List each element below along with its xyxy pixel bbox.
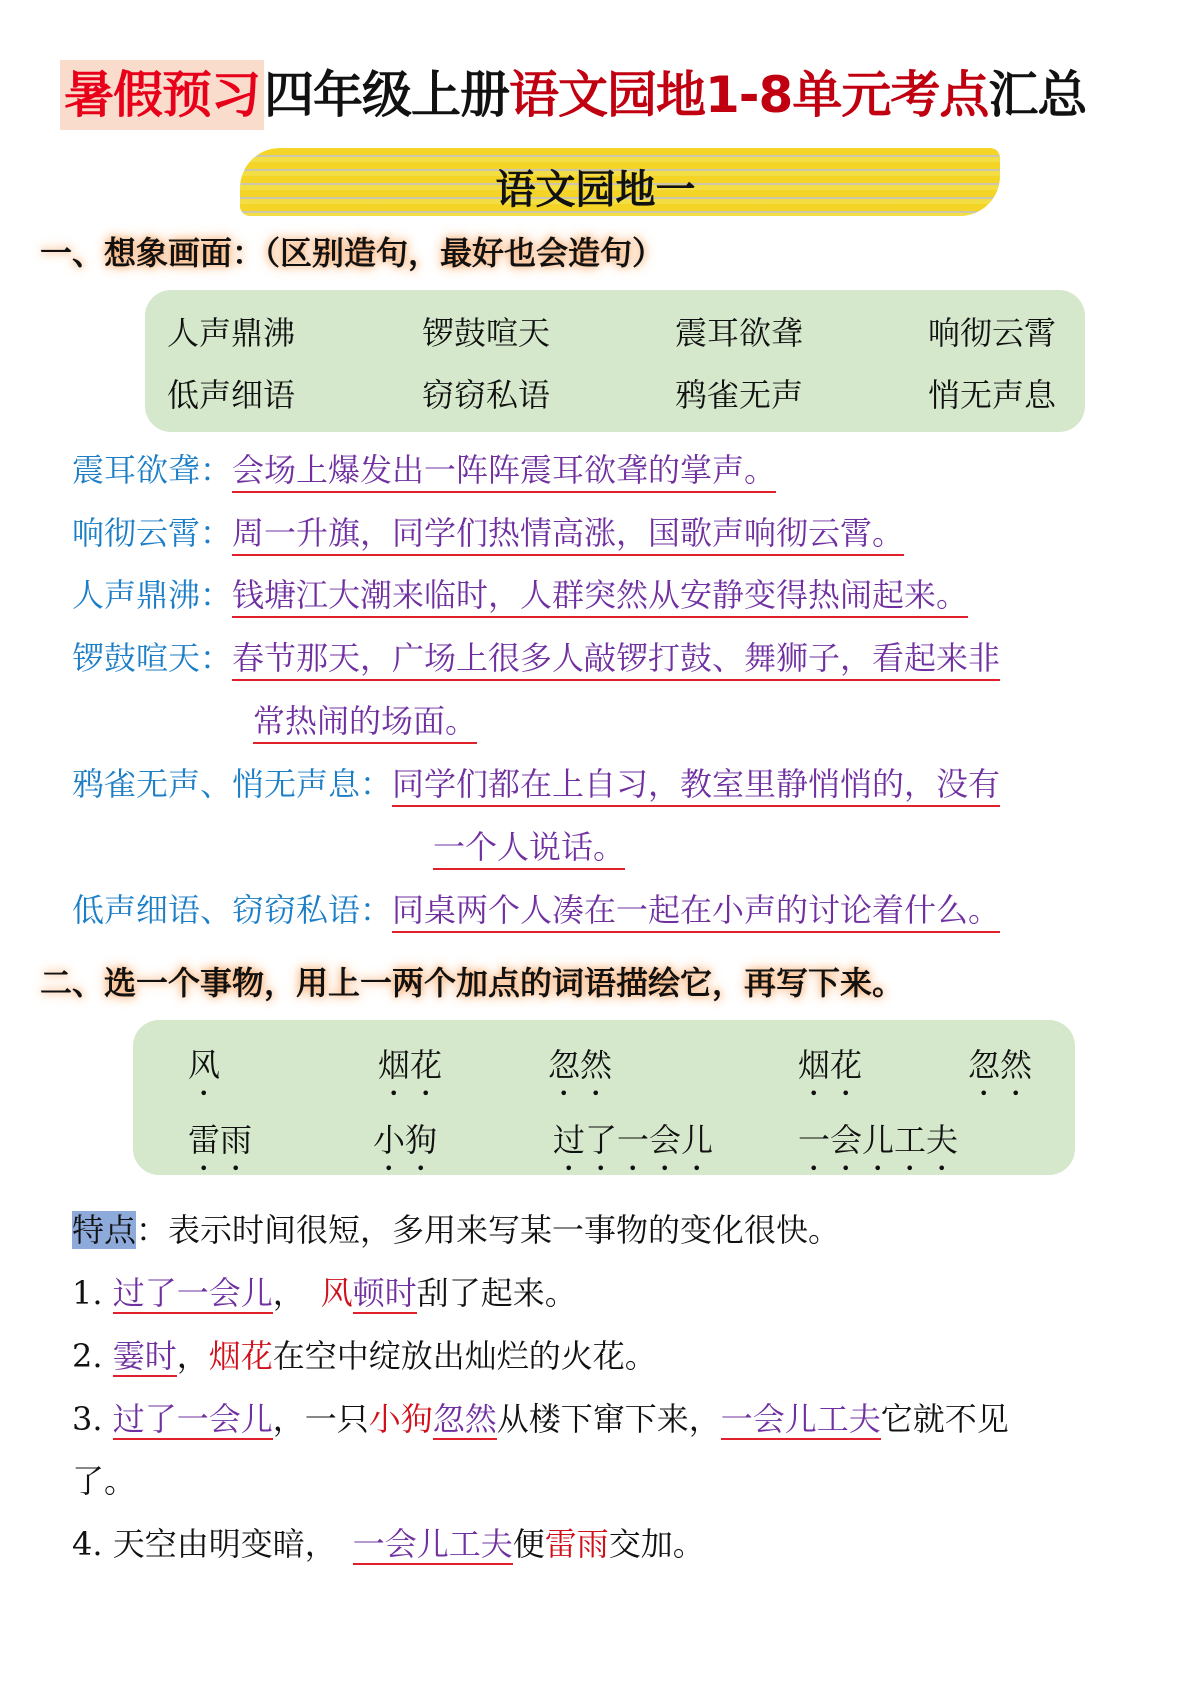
word: 悄无声息 bbox=[928, 376, 1057, 414]
word-box-2 bbox=[133, 1020, 1075, 1175]
dotted-word: 风 bbox=[188, 1046, 221, 1084]
example-sentence: 钱塘江大潮来临时，人群突然从安静变得热闹起来。 bbox=[232, 576, 968, 618]
word: 低声细语 bbox=[167, 376, 296, 414]
example-item bbox=[72, 1519, 705, 1565]
dotted-word: 雷雨 bbox=[188, 1121, 253, 1159]
example-continuation bbox=[253, 696, 477, 742]
example-label: 人声鼎沸： bbox=[72, 576, 233, 614]
example-continuation bbox=[433, 822, 625, 868]
example-sentence: 常热闹的场面。 bbox=[253, 702, 477, 744]
example-item-segment: ， bbox=[272, 1274, 321, 1312]
word-box-1 bbox=[145, 290, 1085, 432]
example-item-segment: 过了一会儿 bbox=[112, 1400, 273, 1438]
word: 震耳欲聋 bbox=[675, 314, 804, 352]
example-item-segment: 烟花 bbox=[208, 1337, 273, 1375]
dotted-word: 烟花 bbox=[798, 1046, 863, 1084]
section2-heading: 二、选一个事物，用上一两个加点的词语描绘它，再写下来。 bbox=[40, 964, 905, 1002]
example-line bbox=[72, 759, 1000, 805]
example-label: 震耳欲聋： bbox=[72, 451, 233, 489]
word: 锣鼓喧天 bbox=[422, 314, 551, 352]
example-item-segment: 在空中绽放出灿烂的火花。 bbox=[272, 1337, 657, 1375]
example-item-segment: 2. bbox=[72, 1337, 113, 1375]
example-label: 响彻云霄： bbox=[72, 514, 233, 552]
example-label: 锣鼓喧天： bbox=[72, 639, 233, 677]
example-item-segment: 风 bbox=[320, 1274, 353, 1312]
example-item-segment: 3. bbox=[72, 1400, 113, 1438]
example-line bbox=[72, 508, 904, 554]
example-item-segment: 小狗 bbox=[368, 1400, 433, 1438]
example-line bbox=[72, 445, 776, 491]
example-line bbox=[72, 885, 1000, 931]
example-item-segment: ，一只 bbox=[272, 1400, 369, 1438]
example-sentence: 会场上爆发出一阵阵震耳欲聋的掌声。 bbox=[232, 451, 776, 493]
example-item-segment: 从楼下窜下来， bbox=[496, 1400, 721, 1438]
example-sentence: 春节那天，广场上很多人敲锣打鼓、舞狮子，看起来非 bbox=[232, 639, 1000, 681]
example-item-segment: 了。 bbox=[72, 1462, 137, 1500]
feature-text: ：表示时间很短，多用来写某一事物的变化很快。 bbox=[136, 1211, 841, 1249]
dotted-word: 忽然 bbox=[548, 1046, 613, 1084]
dotted-word: 烟花 bbox=[378, 1046, 443, 1084]
dotted-word: 过了一会儿 bbox=[553, 1121, 714, 1159]
example-item-segment: 刮了起来。 bbox=[416, 1274, 577, 1312]
example-item bbox=[72, 1456, 136, 1502]
example-item-segment: 忽然 bbox=[432, 1400, 497, 1438]
title-highlight: 暑假预习 bbox=[60, 60, 264, 130]
example-item-segment: 交加。 bbox=[608, 1525, 705, 1563]
example-item-segment: 雷雨 bbox=[544, 1525, 609, 1563]
title-part1: 四年级上册 bbox=[264, 66, 509, 124]
word: 响彻云霄 bbox=[928, 314, 1057, 352]
example-item bbox=[72, 1268, 577, 1314]
dotted-word: 一会儿工夫 bbox=[798, 1121, 959, 1159]
unit-title: 语文园地一 bbox=[495, 167, 696, 213]
example-item-segment: 顿时 bbox=[352, 1274, 417, 1312]
dotted-word: 忽然 bbox=[968, 1046, 1033, 1084]
example-item-segment: 4. 天空由明变暗， bbox=[72, 1525, 353, 1563]
example-item-segment: 霎时 bbox=[112, 1337, 177, 1375]
title-red: 语文园地1-8单元考点 bbox=[509, 66, 989, 124]
feature-tag: 特点 bbox=[72, 1211, 137, 1249]
example-label: 鸦雀无声、悄无声息： bbox=[72, 765, 393, 803]
example-line bbox=[72, 633, 1000, 679]
example-sentence: 周一升旗，同学们热情高涨，国歌声响彻云霄。 bbox=[232, 514, 904, 556]
example-item-segment: 便 bbox=[512, 1525, 545, 1563]
example-item-segment: 它就不见 bbox=[880, 1400, 1009, 1438]
example-line bbox=[72, 570, 968, 616]
feature-line bbox=[72, 1205, 840, 1251]
dotted-word: 小狗 bbox=[373, 1121, 438, 1159]
section1-heading: 一、想象画面：（区别造句，最好也会造句） bbox=[40, 234, 665, 272]
example-sentence: 同桌两个人凑在一起在小声的讨论着什么。 bbox=[392, 891, 1000, 933]
example-sentence: 一个人说话。 bbox=[433, 828, 625, 870]
page-title bbox=[60, 55, 1086, 127]
example-item-segment: ， bbox=[176, 1337, 209, 1375]
example-item-segment: 1. bbox=[72, 1274, 113, 1312]
example-item bbox=[72, 1394, 1009, 1440]
word: 鸦雀无声 bbox=[675, 376, 804, 414]
title-part2: 汇总 bbox=[988, 66, 1087, 124]
example-sentence: 同学们都在上自习，教室里静悄悄的，没有 bbox=[392, 765, 1000, 807]
example-item-segment: 一会儿工夫 bbox=[720, 1400, 881, 1438]
example-label: 低声细语、窃窃私语： bbox=[72, 891, 393, 929]
example-item-segment: 一会儿工夫 bbox=[352, 1525, 513, 1563]
example-item bbox=[72, 1331, 657, 1377]
example-item-segment: 过了一会儿 bbox=[112, 1274, 273, 1312]
word: 人声鼎沸 bbox=[167, 314, 296, 352]
word: 窃窃私语 bbox=[422, 376, 551, 414]
